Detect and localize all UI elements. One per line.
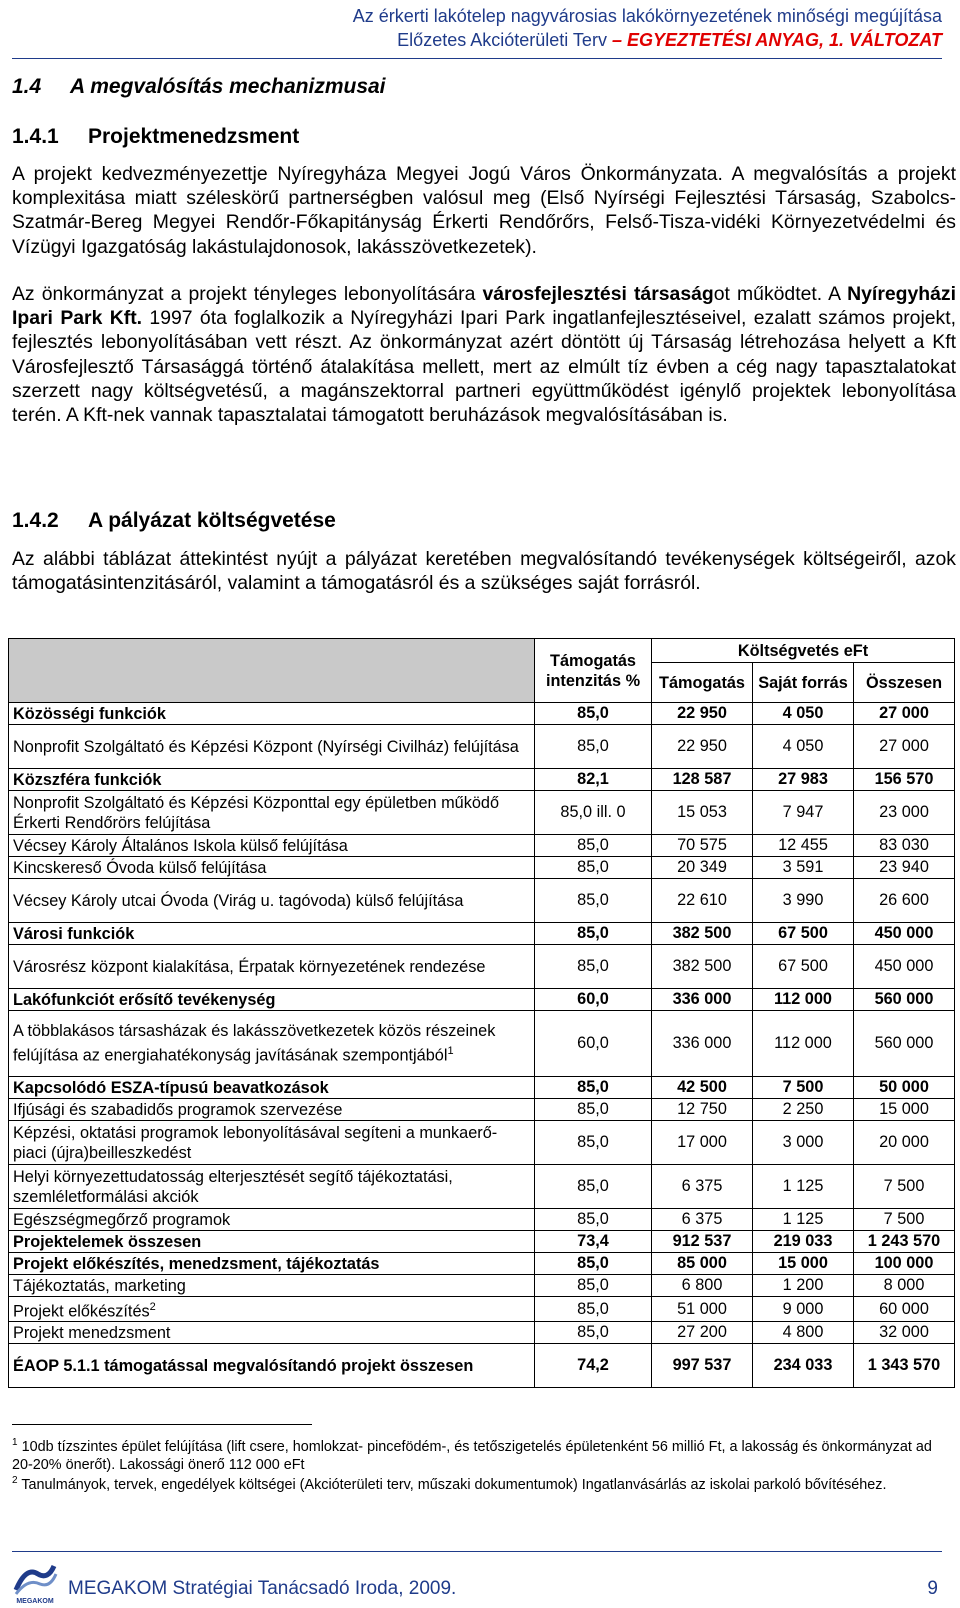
row-label-text: Nonprofit Szolgáltató és Képzési Központtal egy épületben működő Érkerti Rendőrörs felújítása xyxy=(13,793,500,832)
row-own: 67 500 xyxy=(753,923,854,945)
section-title: A megvalósítás mechanizmusai xyxy=(70,75,386,98)
row-total: 450 000 xyxy=(854,923,955,945)
row-intensity: 85,0 xyxy=(535,725,652,769)
table-head-own: Saját forrás xyxy=(753,663,854,703)
row-intensity: 85,0 xyxy=(535,1253,652,1275)
row-label xyxy=(9,1077,535,1099)
table-head-total: Összesen xyxy=(854,663,955,703)
row-label xyxy=(9,1121,535,1165)
row-support: 6 800 xyxy=(652,1275,753,1297)
row-label xyxy=(9,1011,535,1077)
row-total: 50 000 xyxy=(854,1077,955,1099)
footnote-2 xyxy=(12,1472,956,1494)
row-footnote-mark: 1 xyxy=(447,1045,454,1058)
row-label xyxy=(9,1322,535,1344)
subsection-heading-1 xyxy=(12,125,299,149)
row-total: 27 000 xyxy=(854,725,955,769)
row-label xyxy=(9,1253,535,1275)
row-total: 7 500 xyxy=(854,1165,955,1209)
p2-text-e: 1997 óta foglalkozik a Nyíregyházi Ipari Park ingatlanfejlesztéseivel, ezalatt számos projekt, fejlesztés lebonyolításában vett részt. Az önkormányzat azért döntött új Társaság létrehozása helyett a Kft Városfejlesztő Társasággá történő átalakítása mellett, mert az elmúlt tíz évben a cég nagy tapasztalatokat szerzett nagy költségvetésű, a magánszektorral partneri együttműködést igénylő projektek lebonyolítása terén. A Kft-nek vannak tapasztalatai támogatott beruházások megvalósításában is. xyxy=(12,307,957,427)
subsection-heading-2 xyxy=(12,509,336,533)
table-row xyxy=(9,1344,955,1388)
row-support: 22 610 xyxy=(652,879,753,923)
row-support: 336 000 xyxy=(652,1011,753,1077)
row-own: 2 250 xyxy=(753,1099,854,1121)
row-label-text: Helyi környezettudatosság elterjesztését segítő tájékoztatási, szemléletformálási akciók xyxy=(13,1167,453,1206)
row-label xyxy=(9,923,535,945)
table-row xyxy=(9,1099,955,1121)
footer-company: MEGAKOM Stratégiai Tanácsadó Iroda, 2009. xyxy=(68,1578,457,1599)
row-label xyxy=(9,1099,535,1121)
table-head-budget: Költségvetés eFt xyxy=(652,639,955,663)
section-number: 1.4 xyxy=(12,75,42,98)
row-support: 70 575 xyxy=(652,835,753,857)
table-row xyxy=(9,1077,955,1099)
row-intensity: 85,0 xyxy=(535,1165,652,1209)
table-row xyxy=(9,923,955,945)
row-label xyxy=(9,725,535,769)
table-row xyxy=(9,879,955,923)
p2-bold-company-name: Nyíregyházi Ipari Park Kft. xyxy=(12,283,956,330)
row-support: 6 375 xyxy=(652,1209,753,1231)
row-intensity: 85,0 xyxy=(535,1322,652,1344)
row-label xyxy=(9,945,535,989)
table-row xyxy=(9,1275,955,1297)
row-total: 560 000 xyxy=(854,1011,955,1077)
row-label-text: Projekt előkészítés, menedzsment, tájékoztatás xyxy=(13,1254,380,1273)
row-label-text: Vécsey Károly utcai Óvoda (Virág u. tagóvoda) külső felújítása xyxy=(13,891,464,910)
logo-text: MEGAKOM xyxy=(16,1598,54,1605)
footnote-rule xyxy=(12,1424,312,1425)
row-intensity: 85,0 xyxy=(535,1099,652,1121)
row-own: 4 800 xyxy=(753,1322,854,1344)
row-label xyxy=(9,879,535,923)
row-support: 17 000 xyxy=(652,1121,753,1165)
row-label-text: Tájékoztatás, marketing xyxy=(13,1276,186,1295)
footnote-2-mark: 2 xyxy=(12,1475,18,1486)
row-support: 997 537 xyxy=(652,1344,753,1388)
row-label xyxy=(9,791,535,835)
row-label-text: Városi funkciók xyxy=(13,924,135,943)
table-row xyxy=(9,945,955,989)
row-support: 6 375 xyxy=(652,1165,753,1209)
row-total: 23 000 xyxy=(854,791,955,835)
row-label xyxy=(9,1209,535,1231)
row-intensity: 85,0 xyxy=(535,703,652,725)
header-subtitle xyxy=(353,28,942,52)
table-row xyxy=(9,1231,955,1253)
subsection-title-1: Projektmenedzsment xyxy=(88,125,300,148)
table-row xyxy=(9,1121,955,1165)
table-row xyxy=(9,857,955,879)
row-total: 560 000 xyxy=(854,989,955,1011)
row-support: 22 950 xyxy=(652,703,753,725)
row-intensity: 85,0 xyxy=(535,879,652,923)
table-body xyxy=(9,703,955,1388)
row-own: 3 591 xyxy=(753,857,854,879)
row-label xyxy=(9,1275,535,1297)
row-intensity: 85,0 xyxy=(535,945,652,989)
row-own: 12 455 xyxy=(753,835,854,857)
row-label-text: Lakófunkciót erősítő tevékenység xyxy=(13,990,276,1009)
row-intensity: 85,0 xyxy=(535,1077,652,1099)
p2-text-a: Az önkormányzat a projekt tényleges lebonyolítására xyxy=(12,283,483,305)
row-label xyxy=(9,989,535,1011)
row-intensity: 85,0 xyxy=(535,1297,652,1322)
row-label xyxy=(9,1231,535,1253)
table-head-blank xyxy=(9,639,535,703)
row-intensity: 85,0 ill. 0 xyxy=(535,791,652,835)
row-own: 3 000 xyxy=(753,1121,854,1165)
row-support: 382 500 xyxy=(652,945,753,989)
row-support: 20 349 xyxy=(652,857,753,879)
header-rule xyxy=(12,58,942,59)
table-head-support: Támogatás xyxy=(652,663,753,703)
row-label-text: Városrész központ kialakítása, Érpatak környezetének rendezése xyxy=(13,957,486,976)
table-row xyxy=(9,1011,955,1077)
row-own: 3 990 xyxy=(753,879,854,923)
row-total: 60 000 xyxy=(854,1297,955,1322)
row-own: 4 050 xyxy=(753,703,854,725)
row-label xyxy=(9,703,535,725)
row-label-text: Kapcsolódó ESZA-típusú beavatkozások xyxy=(13,1078,329,1097)
paragraph-company xyxy=(12,282,956,427)
row-intensity: 85,0 xyxy=(535,1209,652,1231)
row-own: 1 125 xyxy=(753,1165,854,1209)
footnote-1-mark: 1 xyxy=(12,1437,18,1448)
row-label xyxy=(9,769,535,791)
row-intensity: 85,0 xyxy=(535,1275,652,1297)
row-own: 7 500 xyxy=(753,1077,854,1099)
row-label xyxy=(9,835,535,857)
row-label-text: Kincskereső Óvoda külső felújítása xyxy=(13,858,267,877)
subsection-number-1: 1.4.1 xyxy=(12,125,59,148)
row-total: 83 030 xyxy=(854,835,955,857)
row-total: 8 000 xyxy=(854,1275,955,1297)
row-intensity: 60,0 xyxy=(535,989,652,1011)
header-title: Az érkerti lakótelep nagyvárosias lakókörnyezetének minőségi megújítása xyxy=(352,6,942,26)
row-support: 51 000 xyxy=(652,1297,753,1322)
header-sep: – xyxy=(606,30,627,50)
row-label-text: Közösségi funkciók xyxy=(13,704,166,723)
row-total: 1 243 570 xyxy=(854,1231,955,1253)
row-label-text: Vécsey Károly Általános Iskola külső felújítása xyxy=(13,836,348,855)
row-own: 27 983 xyxy=(753,769,854,791)
paragraph-table-intro: Az alábbi táblázat áttekintést nyújt a pályázat keretében megvalósítandó tevékenységek költségeiről, azok támogatásintenzitásáról, valamint a támogatásról és a szükséges saját forrásról. xyxy=(12,548,956,595)
row-intensity: 60,0 xyxy=(535,1011,652,1077)
row-total: 1 343 570 xyxy=(854,1344,955,1388)
table-row xyxy=(9,1322,955,1344)
table-row xyxy=(9,703,955,725)
row-label-text: Ifjúsági és szabadidős programok szervezése xyxy=(13,1100,343,1119)
header-doc-type: Előzetes Akcióterületi Terv xyxy=(397,30,607,50)
footnote-2-text: Tanulmányok, tervek, engedélyek költségei (Akcióterületi terv, műszaki dokumentumok) Ingatlanvásárlás az iskolai parkoló bővítéséhez. xyxy=(21,1476,887,1493)
row-total: 26 600 xyxy=(854,879,955,923)
row-total: 100 000 xyxy=(854,1253,955,1275)
row-total: 15 000 xyxy=(854,1099,955,1121)
table-row xyxy=(9,989,955,1011)
row-label xyxy=(9,1165,535,1209)
row-total: 156 570 xyxy=(854,769,955,791)
row-intensity: 82,1 xyxy=(535,769,652,791)
row-total: 23 940 xyxy=(854,857,955,879)
row-total: 20 000 xyxy=(854,1121,955,1165)
paragraph-beneficiary: A projekt kedvezményezettje Nyíregyháza Megyei Jogú Város Önkormányzata. A megvalósítás a projekt komplexitása miatt széleskörű partnerségben valósul meg (Első Nyírségi Fejlesztési Társaság, Szabolcs-Szatmár-Bereg Megyei Rendőr-Főkapitányság Érkerti Rendőrőrs, Felső-Tisza-vidéki Környezetvédelmi és Vízügyi Igazgatóság lakástulajdonosok, lakásszövetkezetek). xyxy=(12,163,956,258)
table-row xyxy=(9,769,955,791)
row-label-text: Projekt menedzsment xyxy=(13,1323,171,1342)
row-total: 7 500 xyxy=(854,1209,955,1231)
row-support: 382 500 xyxy=(652,923,753,945)
row-intensity: 85,0 xyxy=(535,857,652,879)
section-heading xyxy=(12,75,386,99)
row-label-text: Projekt előkészítés xyxy=(13,1302,150,1321)
row-total: 450 000 xyxy=(854,945,955,989)
row-own: 1 200 xyxy=(753,1275,854,1297)
row-label-text: Nonprofit Szolgáltató és Képzési Központ (Nyírségi Civilház) felújítása xyxy=(13,737,519,756)
table-row xyxy=(9,725,955,769)
row-support: 336 000 xyxy=(652,989,753,1011)
row-label xyxy=(9,857,535,879)
row-own: 4 050 xyxy=(753,725,854,769)
row-own: 112 000 xyxy=(753,1011,854,1077)
footnote-1 xyxy=(12,1434,956,1474)
row-label-text: Képzési, oktatási programok lebonyolításával segíteni a munkaerő-piaci (újra)beilleszkedést xyxy=(13,1123,498,1162)
row-support: 42 500 xyxy=(652,1077,753,1099)
row-own: 67 500 xyxy=(753,945,854,989)
row-label xyxy=(9,1297,535,1322)
page-number: 9 xyxy=(927,1578,938,1599)
row-intensity: 85,0 xyxy=(535,923,652,945)
subsection-title-2: A pályázat költségvetése xyxy=(88,509,336,532)
row-label-text: Egészségmegőrző programok xyxy=(13,1210,231,1229)
p2-bold-company-type: városfejlesztési társaság xyxy=(482,283,714,305)
row-own: 7 947 xyxy=(753,791,854,835)
row-intensity: 85,0 xyxy=(535,1121,652,1165)
table-row xyxy=(9,1297,955,1322)
p2-text-c: ot működtet. A xyxy=(713,283,848,305)
table-row xyxy=(9,1165,955,1209)
row-intensity: 74,2 xyxy=(535,1344,652,1388)
page-header xyxy=(353,4,942,52)
row-support: 22 950 xyxy=(652,725,753,769)
row-own: 9 000 xyxy=(753,1297,854,1322)
budget-table xyxy=(8,638,955,1388)
row-support: 15 053 xyxy=(652,791,753,835)
row-intensity: 85,0 xyxy=(535,835,652,857)
footnote-1-text: 10db tízszintes épület felújítása (lift csere, homlokzat- pincefödém-, és tetőszigetelés épületenként 56 millió Ft, a lakosság és önkormányzat ad 20-20% önerőt). Lakossági önerő 112 000 eFt xyxy=(12,1438,932,1473)
row-label-text: ÉAOP 5.1.1 támogatással megvalósítandó projekt összesen xyxy=(13,1356,474,1375)
row-own: 1 125 xyxy=(753,1209,854,1231)
row-label-text: A többlakásos társasházak és lakásszövetkezetek közös részeinek felújítása az energiahatékonyság javításának szempontjából xyxy=(13,1022,496,1065)
row-own: 234 033 xyxy=(753,1344,854,1388)
table-row xyxy=(9,1209,955,1231)
row-footnote-mark: 2 xyxy=(149,1301,156,1313)
row-support: 912 537 xyxy=(652,1231,753,1253)
header-version: EGYEZTETÉSI ANYAG, 1. VÁLTOZAT xyxy=(626,30,942,50)
row-support: 12 750 xyxy=(652,1099,753,1121)
row-own: 219 033 xyxy=(753,1231,854,1253)
row-own: 112 000 xyxy=(753,989,854,1011)
row-support: 128 587 xyxy=(652,769,753,791)
row-total: 27 000 xyxy=(854,703,955,725)
footer-rule xyxy=(12,1551,942,1552)
row-support: 85 000 xyxy=(652,1253,753,1275)
table-head-intensity: Támogatás intenzitás % xyxy=(535,639,652,703)
row-intensity: 73,4 xyxy=(535,1231,652,1253)
subsection-number-2: 1.4.2 xyxy=(12,509,59,532)
table-row xyxy=(9,1253,955,1275)
table-row xyxy=(9,835,955,857)
row-label xyxy=(9,1344,535,1388)
row-total: 32 000 xyxy=(854,1322,955,1344)
megakom-logo xyxy=(10,1556,60,1606)
table-row xyxy=(9,791,955,835)
row-support: 27 200 xyxy=(652,1322,753,1344)
row-label-text: Projektelemek összesen xyxy=(13,1232,202,1251)
row-label-text: Közszféra funkciók xyxy=(13,770,162,789)
row-own: 15 000 xyxy=(753,1253,854,1275)
